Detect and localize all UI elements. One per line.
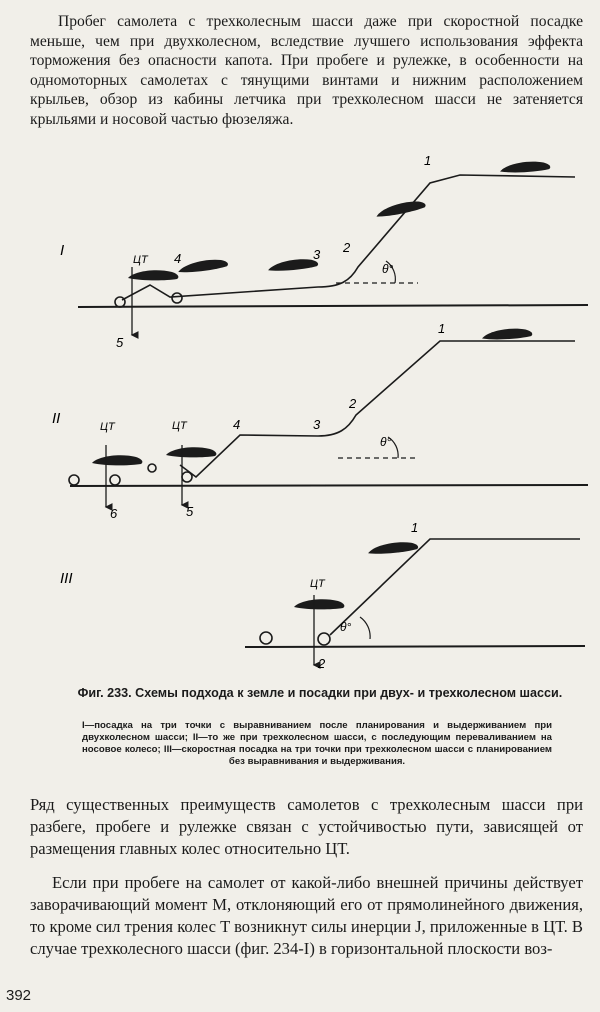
- main-wheel: [115, 297, 125, 307]
- ground-line: [78, 305, 588, 307]
- cg-label: ЦТ: [100, 421, 115, 433]
- wing-profile: [482, 327, 533, 341]
- wheel: [318, 633, 330, 645]
- point-label: 1: [424, 155, 432, 168]
- point-label: 6: [110, 506, 118, 521]
- flight-path: [122, 175, 575, 300]
- wing-profile: [267, 257, 318, 272]
- point-label: 5: [186, 504, 194, 519]
- diagram-1: [60, 155, 588, 350]
- diagram-3-roman: III: [60, 570, 73, 587]
- wheel: [148, 464, 156, 472]
- angle-label: θ°: [340, 620, 352, 634]
- page-number: 392: [6, 987, 32, 1004]
- wheel: [182, 472, 192, 482]
- cg-label: ЦТ: [172, 420, 187, 432]
- cg-label: ЦТ: [133, 254, 148, 266]
- point-label: 3: [313, 417, 321, 432]
- wing-profile: [166, 447, 216, 457]
- flight-path: [330, 539, 580, 635]
- diagram-1-roman: I: [60, 242, 65, 259]
- wing-profile: [92, 455, 142, 465]
- wing-profile: [294, 599, 344, 609]
- angle-label: θ°: [380, 435, 392, 449]
- wing-profile: [375, 198, 426, 218]
- main-wheel: [172, 293, 182, 303]
- flight-path: [180, 341, 575, 477]
- point-label: 5: [116, 335, 124, 350]
- paragraph-3: Если при пробеге на самолет от какой-либо внешней причины действует заворачивающий момент M, отклоняющий его от прямолинейного движения, то кроме сил трения колес T возникнут силы инерции J, приложенные в ЦТ. В случае трехколесного шасси (фиг. 234-I) в горизонтальной плоскости воз-: [30, 873, 583, 958]
- diagram-3: [60, 520, 585, 671]
- paragraph-2: Ряд существенных преимуществ самолетов с трехколесным шасси при разбеге, пробеге и рулежке связан с устойчивостью пути, зависящей от размещения главных колес относительно ЦТ.: [30, 795, 583, 858]
- ground-line: [70, 485, 588, 486]
- point-label: 3: [313, 247, 321, 262]
- angle-arc: [360, 617, 370, 639]
- wing-profile: [500, 160, 551, 174]
- figure-caption-title: Фиг. 233. Схемы подхода к земле и посадки при двух- и трехколесном шасси.: [77, 686, 563, 700]
- point-label: 2: [349, 396, 357, 411]
- diagram-2: [52, 321, 588, 521]
- ground-line: [245, 646, 585, 647]
- point-label: 4: [174, 251, 182, 266]
- point-label: 1: [411, 520, 419, 535]
- angle-label: θ°: [382, 262, 394, 276]
- point-label: 1: [438, 321, 446, 336]
- point-label: 2: [318, 656, 326, 671]
- cg-label: ЦТ: [310, 578, 325, 590]
- wheel: [110, 475, 120, 485]
- point-label: 2: [343, 240, 351, 255]
- wheel: [260, 632, 272, 644]
- landing-diagrams-figure: [0, 155, 600, 675]
- paragraph-1: Пробег самолета с трехколесным шасси даже при скоростной посадке меньше, чем при двухколесном, вследствие лучшего использования эффекта торможения без опасности капота. При пробеге и рулежке, в особенности на одномоторных самолетах с тянущими винтами и нижним расположением крыльев, обзор из кабины летчика при трехколесном шасси не затеняется крыльями и носовой частью фюзеляжа.: [30, 13, 583, 128]
- figure-caption-legend: I—посадка на три точки с выравниванием после планирования и выдерживанием при двухколесном шасси; II—то же при трехколесном шасси, с последующим переваливанием на носовое колесо; III—скоростная посадка на три точки при трехколесном шасси с планированием без выравнивания и выдерживания.: [82, 720, 552, 767]
- wing-profile: [367, 540, 418, 555]
- wing-profile: [128, 270, 178, 280]
- wheel: [69, 475, 79, 485]
- diagram-2-roman: II: [52, 410, 61, 427]
- wing-profile: [177, 257, 228, 274]
- point-label: 4: [233, 417, 241, 432]
